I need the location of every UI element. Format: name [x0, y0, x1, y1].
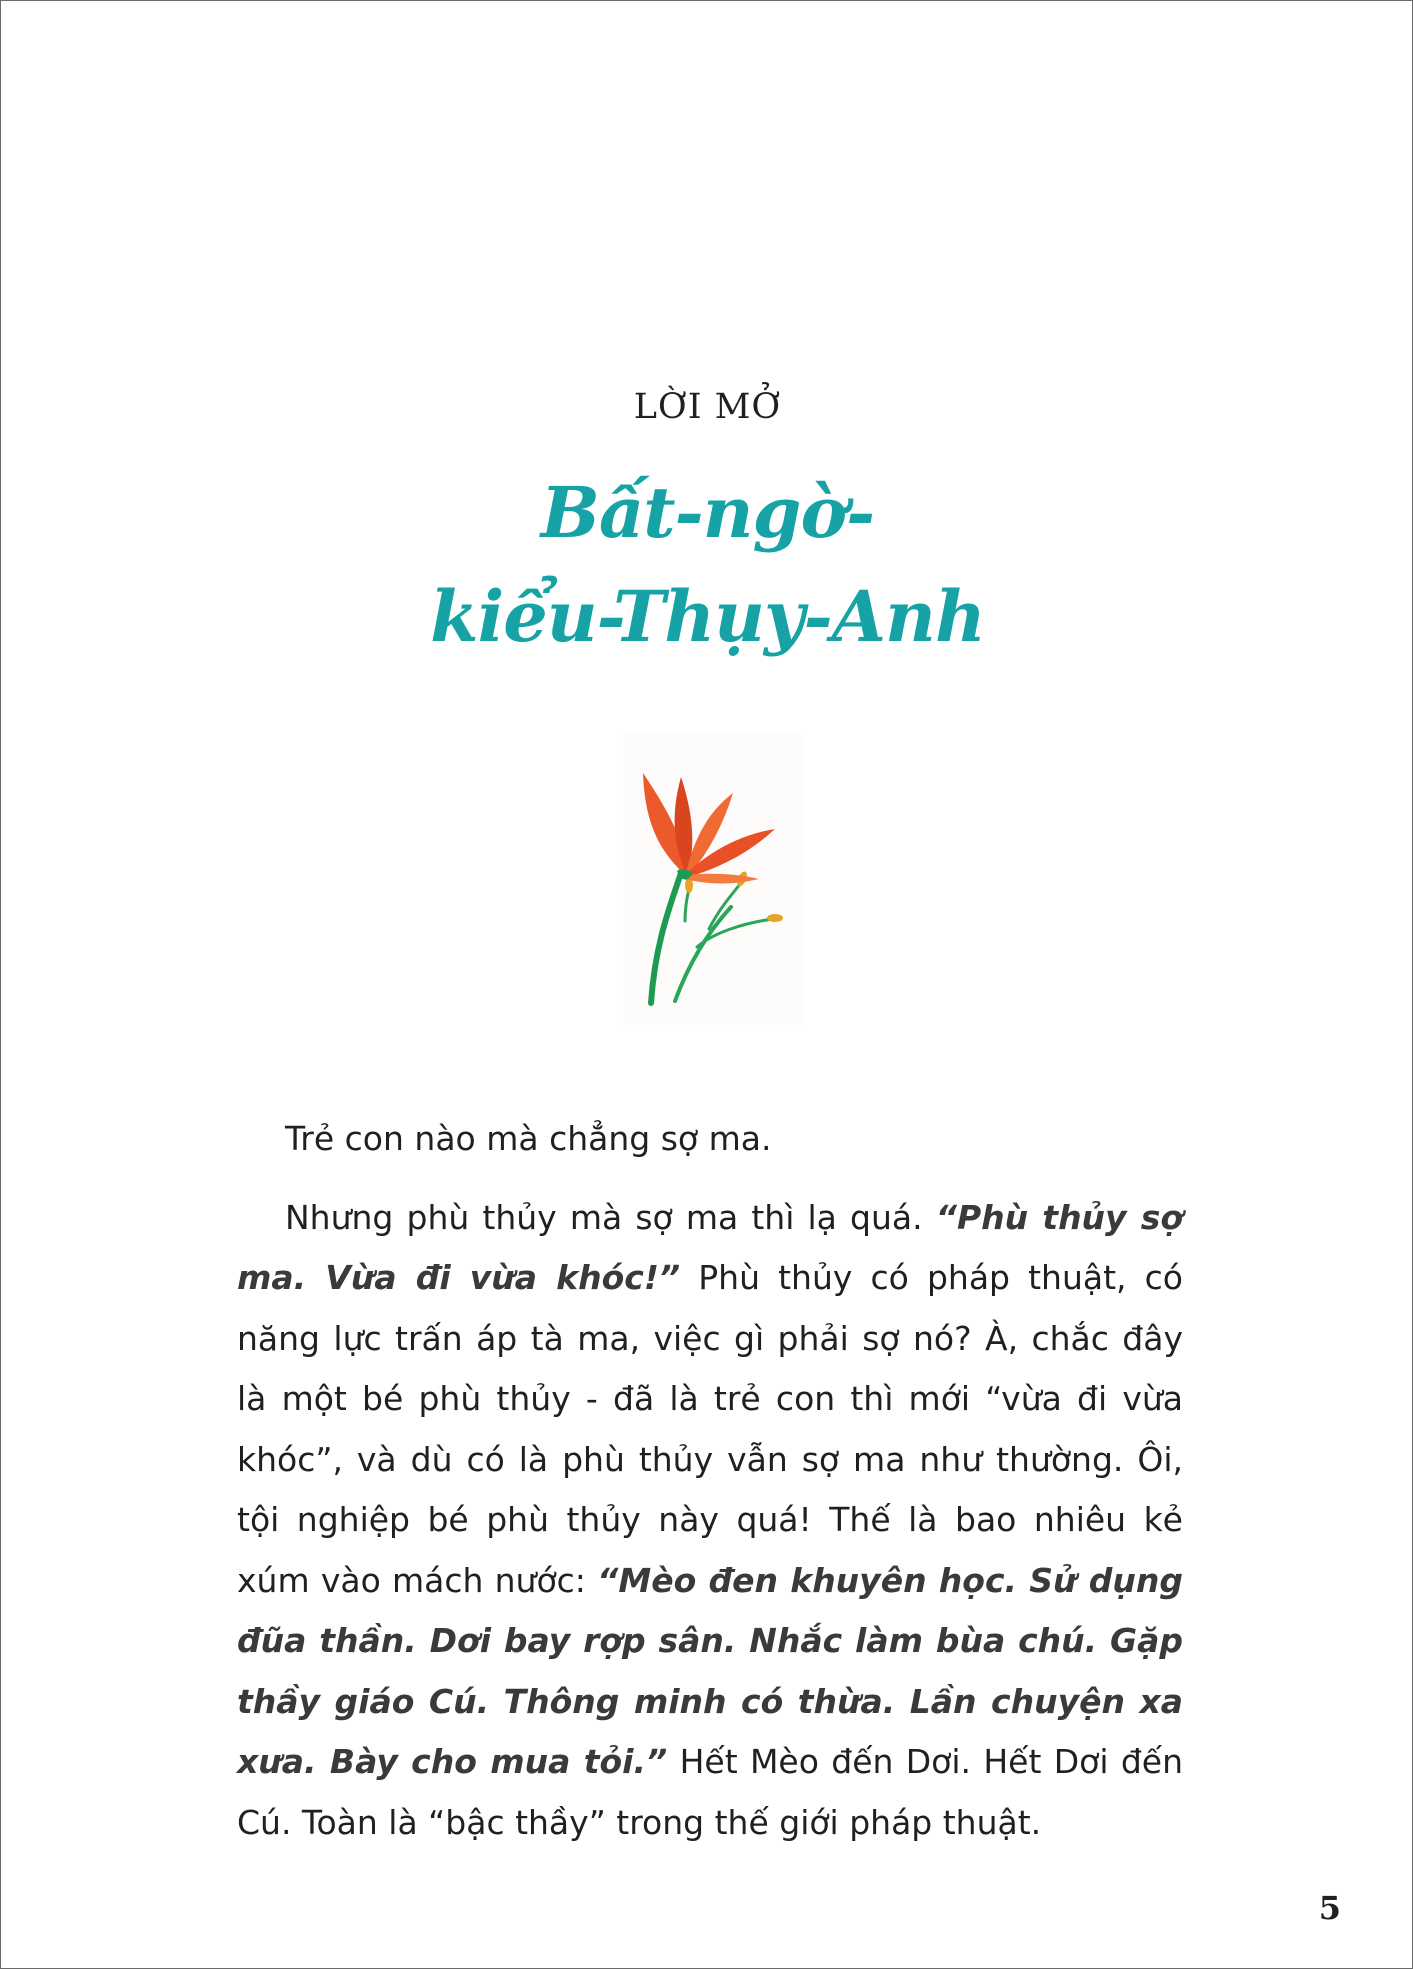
emphasis-quote: “Phù thủy sợ ma. Vừa đi vừa khóc!” — [237, 1197, 1184, 1297]
chapter-title-line-2: kiểu-Thụy-Anh — [430, 575, 985, 658]
flower-icon — [623, 733, 803, 1025]
paragraph-text: Phù thủy có pháp thuật, có năng lực trấn áp tà ma, việc gì phải sợ nó? À, chắc đây là một bé phù thủy - đã là trẻ con thì mới “vừa đi vừa khóc”, và dù có là phù thủy vẫn sợ ma như thường. Ôi, tội nghiệp bé phù thủy này quá! Thế là bao nhiêu kẻ xúm vào mách nước: — [237, 1258, 1183, 1600]
paragraph — [237, 1188, 1183, 1854]
paragraph-text: Hết Mèo đến Dơi. Hết Dơi đến Cú. Toàn là “bậc thầy” trong thế giới pháp thuật. — [237, 1742, 1183, 1842]
anther — [767, 914, 783, 922]
section-label: LỜI MỞ — [633, 387, 782, 427]
emphasis-quote: “Mèo đen khuyên học. Sử dụng đũa thần. Dơi bay rợp sân. Nhắc làm bùa chú. Gặp thầy giáo Cú. Thông minh có thừa. Lần chuyện xa xưa. Bày cho mua tỏi.” — [237, 1560, 1183, 1781]
paragraph-text: Trẻ con nào mà chẳng sợ ma. — [285, 1119, 772, 1158]
body-text — [237, 1109, 1183, 1853]
page-number: 5 — [1318, 1889, 1341, 1927]
chapter-title-line-1: Bất-ngờ- — [540, 471, 875, 554]
paragraph-text: Nhưng phù thủy mà sợ ma thì lạ quá. — [285, 1197, 936, 1237]
paragraph — [237, 1109, 1183, 1170]
